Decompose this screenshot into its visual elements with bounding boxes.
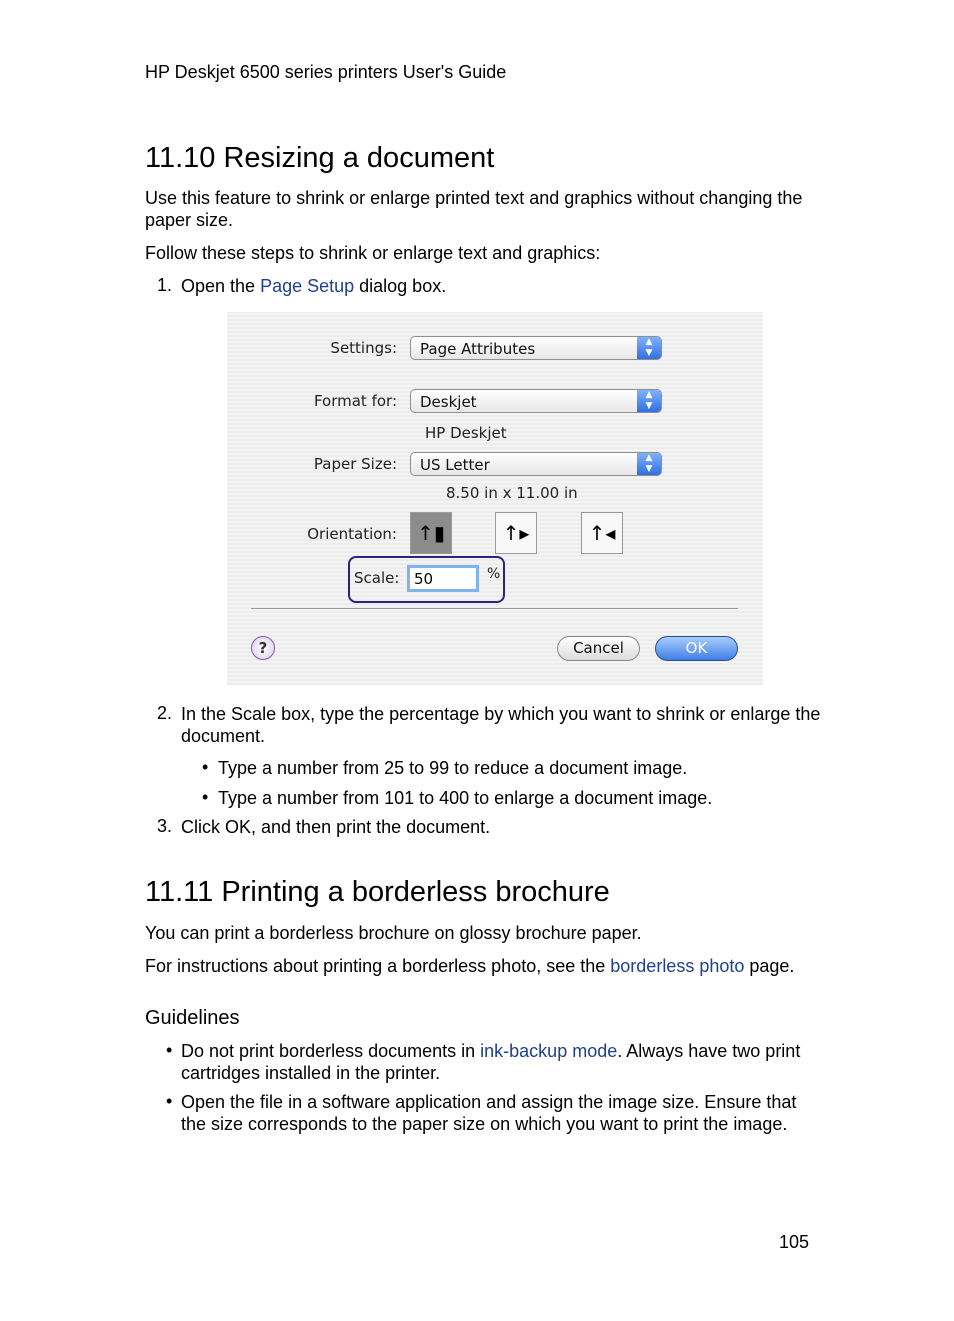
- settings-select[interactable]: Page Attributes ▲ ▼: [410, 336, 662, 360]
- format-sub-text: HP Deskjet: [425, 424, 507, 442]
- guidelines-heading: Guidelines: [145, 1007, 240, 1029]
- portrait-orientation-icon[interactable]: ↑▮: [410, 512, 452, 554]
- bullet-icon: •: [202, 757, 209, 777]
- section-title-resizing: 11.10 Resizing a document: [145, 142, 495, 174]
- paper-size-select[interactable]: US Letter ▲ ▼: [410, 452, 662, 476]
- step-number: 1.: [157, 275, 173, 295]
- ok-term: OK: [225, 817, 252, 837]
- bullet-icon: •: [202, 787, 209, 807]
- guideline-ink-backup: Do not print borderless documents in ink-backup mode. Always have two print cartridges installed in the printer.: [181, 1041, 801, 1083]
- settings-label: Settings:: [330, 339, 397, 357]
- scale-label: Scale:: [354, 569, 400, 587]
- step-3: Click OK, and then print the document.: [181, 817, 491, 837]
- page-header: HP Deskjet 6500 series printers User's Guide: [145, 62, 507, 82]
- step-number: 3.: [157, 816, 173, 836]
- paper-size-dimensions: 8.50 in x 11.00 in: [446, 484, 578, 502]
- page-number: 105: [779, 1232, 810, 1252]
- bullet-reduce: Type a number from 25 to 99 to reduce a document image.: [218, 758, 688, 778]
- landscape-orientation-icon[interactable]: ↑▸: [495, 512, 537, 554]
- borderless-photo-link[interactable]: borderless photo: [610, 956, 745, 976]
- brochure-instructions: For instructions about printing a borderless photo, see the borderless photo page.: [145, 956, 795, 976]
- chevron-updown-icon: ▲ ▼: [637, 337, 661, 359]
- orientation-label: Orientation:: [307, 525, 397, 543]
- brochure-intro: You can print a borderless brochure on glossy brochure paper.: [145, 923, 642, 943]
- step-number: 2.: [157, 703, 173, 723]
- reverse-landscape-orientation-icon[interactable]: ↑◂: [581, 512, 623, 554]
- bullet-enlarge: Type a number from 101 to 400 to enlarge a document image.: [218, 788, 713, 808]
- cancel-button[interactable]: Cancel: [557, 636, 640, 661]
- guideline-image-size: Open the file in a software application and assign the image size. Ensure that the size corresponds to the paper size on which you want to print the image.: [181, 1092, 797, 1134]
- percent-sign: %: [487, 566, 501, 582]
- scale-term: Scale: [231, 704, 277, 724]
- step-2: In the Scale box, type the percentage by which you want to shrink or enlarge the document.: [181, 704, 821, 746]
- help-icon[interactable]: ?: [251, 636, 275, 660]
- scale-input[interactable]: [407, 565, 479, 592]
- format-for-select[interactable]: Deskjet ▲ ▼: [410, 389, 662, 413]
- resizing-intro: Use this feature to shrink or enlarge printed text and graphics without changing the paper size.: [145, 188, 803, 230]
- ok-button[interactable]: OK: [655, 636, 738, 661]
- section-title-brochure: 11.11 Printing a borderless brochure: [145, 876, 610, 908]
- bullet-icon: •: [166, 1040, 173, 1060]
- bullet-icon: •: [166, 1091, 173, 1111]
- chevron-updown-icon: ▲ ▼: [637, 390, 661, 412]
- page-setup-dialog: [227, 312, 763, 685]
- format-for-label: Format for:: [313, 392, 397, 410]
- chevron-updown-icon: ▲ ▼: [637, 453, 661, 475]
- paper-size-label: Paper Size:: [313, 455, 397, 473]
- dialog-divider: [251, 608, 738, 609]
- page-setup-link[interactable]: Page Setup: [260, 276, 355, 296]
- resizing-follow: Follow these steps to shrink or enlarge text and graphics:: [145, 243, 601, 263]
- step-1: Open the Page Setup dialog box.: [181, 276, 447, 296]
- ink-backup-mode-link[interactable]: ink-backup mode: [480, 1041, 618, 1061]
